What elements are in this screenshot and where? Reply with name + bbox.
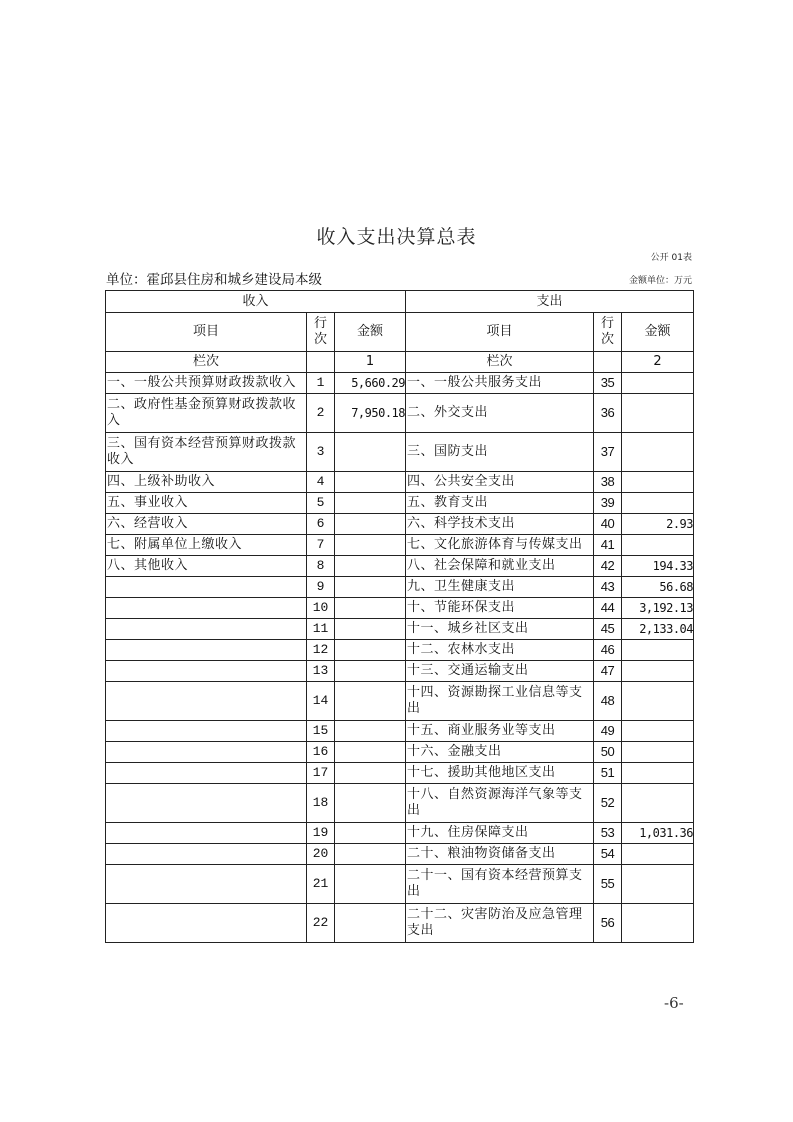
expenditure-index-col: 2 bbox=[622, 352, 694, 373]
expenditure-rowno-cell: 35 bbox=[594, 373, 622, 394]
income-rowno-cell: 9 bbox=[307, 577, 335, 598]
income-amount-cell: 7,950.18 bbox=[335, 394, 406, 433]
expenditure-rowno-cell: 50 bbox=[594, 742, 622, 763]
income-item-cell: 四、上级补助收入 bbox=[106, 472, 307, 493]
document-title: 收入支出决算总表 bbox=[316, 226, 477, 248]
income-amount-cell bbox=[335, 577, 406, 598]
expenditure-section-header: 支出 bbox=[406, 291, 694, 313]
income-index-label: 栏次 bbox=[106, 352, 307, 373]
expenditure-amount-cell bbox=[622, 535, 694, 556]
expenditure-rowno-cell: 49 bbox=[594, 721, 622, 742]
income-section-header: 收入 bbox=[106, 291, 406, 313]
income-rowno-cell: 15 bbox=[307, 721, 335, 742]
expenditure-rowno-cell: 44 bbox=[594, 598, 622, 619]
expenditure-rowno-cell: 37 bbox=[594, 433, 622, 472]
income-rowno-cell: 18 bbox=[307, 784, 335, 823]
page-number: -6- bbox=[664, 994, 684, 1012]
income-rowno-cell: 10 bbox=[307, 598, 335, 619]
expenditure-amount-cell bbox=[622, 784, 694, 823]
income-item-cell bbox=[106, 577, 307, 598]
table-row bbox=[106, 535, 694, 556]
income-rowno-cell: 4 bbox=[307, 472, 335, 493]
income-amount-cell bbox=[335, 742, 406, 763]
expenditure-item-cell: 十、节能环保支出 bbox=[406, 598, 594, 619]
expenditure-amount-cell: 2,133.04 bbox=[622, 619, 694, 640]
expenditure-item-cell: 十九、住房保障支出 bbox=[406, 823, 594, 844]
expenditure-amount-cell bbox=[622, 493, 694, 514]
expenditure-amount-cell bbox=[622, 844, 694, 865]
expenditure-rowno-cell: 43 bbox=[594, 577, 622, 598]
income-amount-cell bbox=[335, 640, 406, 661]
income-item-cell bbox=[106, 640, 307, 661]
expenditure-rowno-cell: 46 bbox=[594, 640, 622, 661]
income-item-cell bbox=[106, 598, 307, 619]
income-rowno-cell: 5 bbox=[307, 493, 335, 514]
expenditure-amount-cell bbox=[622, 394, 694, 433]
income-amount-cell bbox=[335, 535, 406, 556]
expenditure-item-cell: 六、科学技术支出 bbox=[406, 514, 594, 535]
expenditure-amount-cell: 2.93 bbox=[622, 514, 694, 535]
income-amount-header: 金额 bbox=[335, 313, 406, 352]
income-amount-cell bbox=[335, 865, 406, 904]
expenditure-item-cell: 五、教育支出 bbox=[406, 493, 594, 514]
table-row bbox=[106, 865, 694, 904]
expenditure-item-cell: 十二、农林水支出 bbox=[406, 640, 594, 661]
income-item-cell: 六、经营收入 bbox=[106, 514, 307, 535]
expenditure-item-cell: 十四、资源勘探工业信息等支出 bbox=[406, 682, 594, 721]
expenditure-item-cell: 二十一、国有资本经营预算支出 bbox=[406, 865, 594, 904]
expenditure-item-cell: 十一、城乡社区支出 bbox=[406, 619, 594, 640]
income-index-col: 1 bbox=[335, 352, 406, 373]
income-amount-cell bbox=[335, 721, 406, 742]
income-item-cell: 八、其他收入 bbox=[106, 556, 307, 577]
expenditure-rowno-cell: 47 bbox=[594, 661, 622, 682]
expenditure-index-label: 栏次 bbox=[406, 352, 594, 373]
expenditure-amount-cell bbox=[622, 640, 694, 661]
expenditure-amount-cell bbox=[622, 433, 694, 472]
income-item-cell bbox=[106, 721, 307, 742]
table-row bbox=[106, 493, 694, 514]
expenditure-item-cell: 十七、援助其他地区支出 bbox=[406, 763, 594, 784]
expenditure-rowno-cell: 54 bbox=[594, 844, 622, 865]
income-rowno-cell: 12 bbox=[307, 640, 335, 661]
expenditure-amount-cell bbox=[622, 865, 694, 904]
income-rowno-cell: 17 bbox=[307, 763, 335, 784]
income-rowno-cell: 21 bbox=[307, 865, 335, 904]
table-row bbox=[106, 514, 694, 535]
table-row bbox=[106, 682, 694, 721]
table-row bbox=[106, 661, 694, 682]
amount-unit: 金额单位：万元 bbox=[628, 276, 692, 286]
income-rowno-cell: 3 bbox=[307, 433, 335, 472]
income-index-rowno bbox=[307, 352, 335, 373]
column-index-row bbox=[106, 352, 694, 373]
income-amount-cell bbox=[335, 433, 406, 472]
table-row bbox=[106, 577, 694, 598]
expenditure-rowno-cell: 42 bbox=[594, 556, 622, 577]
expenditure-amount-cell: 3,192.13 bbox=[622, 598, 694, 619]
table-row bbox=[106, 721, 694, 742]
table-row bbox=[106, 598, 694, 619]
income-item-cell: 一、一般公共预算财政拨款收入 bbox=[106, 373, 307, 394]
income-rowno-cell: 8 bbox=[307, 556, 335, 577]
income-amount-cell bbox=[335, 556, 406, 577]
expenditure-amount-cell bbox=[622, 742, 694, 763]
income-rowno-cell: 14 bbox=[307, 682, 335, 721]
expenditure-amount-cell: 56.68 bbox=[622, 577, 694, 598]
expenditure-rowno-cell: 51 bbox=[594, 763, 622, 784]
income-rowno-cell: 19 bbox=[307, 823, 335, 844]
table-row bbox=[106, 742, 694, 763]
expenditure-rowno-cell: 38 bbox=[594, 472, 622, 493]
income-amount-cell bbox=[335, 493, 406, 514]
expenditure-amount-cell bbox=[622, 682, 694, 721]
expenditure-amount-cell bbox=[622, 661, 694, 682]
expenditure-rowno-cell: 45 bbox=[594, 619, 622, 640]
income-rowno-cell: 13 bbox=[307, 661, 335, 682]
expenditure-item-cell: 四、公共安全支出 bbox=[406, 472, 594, 493]
income-item-cell bbox=[106, 904, 307, 943]
income-item-cell bbox=[106, 682, 307, 721]
income-rowno-cell: 20 bbox=[307, 844, 335, 865]
table-body bbox=[106, 373, 694, 943]
income-item-cell: 七、附属单位上缴收入 bbox=[106, 535, 307, 556]
income-amount-cell bbox=[335, 514, 406, 535]
expenditure-rowno-cell: 53 bbox=[594, 823, 622, 844]
income-rowno-cell: 11 bbox=[307, 619, 335, 640]
income-item-cell bbox=[106, 784, 307, 823]
expenditure-item-cell: 二十、粮油物资储备支出 bbox=[406, 844, 594, 865]
table-row bbox=[106, 556, 694, 577]
income-rowno-header-text: 行次 bbox=[313, 316, 327, 347]
reporting-unit: 单位：霍邱县住房和城乡建设局本级 bbox=[106, 272, 322, 288]
income-item-cell bbox=[106, 823, 307, 844]
expenditure-amount-cell bbox=[622, 472, 694, 493]
income-expenditure-table bbox=[105, 290, 694, 943]
expenditure-rowno-cell: 55 bbox=[594, 865, 622, 904]
income-rowno-cell: 7 bbox=[307, 535, 335, 556]
income-rowno-header bbox=[307, 313, 335, 352]
expenditure-amount-cell: 194.33 bbox=[622, 556, 694, 577]
income-amount-cell bbox=[335, 844, 406, 865]
expenditure-item-header: 项目 bbox=[406, 313, 594, 352]
table-row bbox=[106, 763, 694, 784]
income-amount-cell bbox=[335, 904, 406, 943]
expenditure-rowno-cell: 52 bbox=[594, 784, 622, 823]
income-rowno-cell: 22 bbox=[307, 904, 335, 943]
income-item-cell: 三、国有资本经营预算财政拨款收入 bbox=[106, 433, 307, 472]
expenditure-item-cell: 一、一般公共服务支出 bbox=[406, 373, 594, 394]
income-amount-cell bbox=[335, 823, 406, 844]
table-row bbox=[106, 844, 694, 865]
form-number: 公开 01表 bbox=[650, 253, 692, 263]
expenditure-item-cell: 三、国防支出 bbox=[406, 433, 594, 472]
expenditure-item-cell: 二十二、灾害防治及应急管理支出 bbox=[406, 904, 594, 943]
expenditure-amount-cell: 1,031.36 bbox=[622, 823, 694, 844]
income-item-header: 项目 bbox=[106, 313, 307, 352]
table-row bbox=[106, 823, 694, 844]
income-amount-cell bbox=[335, 619, 406, 640]
income-item-cell bbox=[106, 844, 307, 865]
table-row bbox=[106, 433, 694, 472]
table-row bbox=[106, 784, 694, 823]
expenditure-item-cell: 八、社会保障和就业支出 bbox=[406, 556, 594, 577]
income-rowno-cell: 1 bbox=[307, 373, 335, 394]
expenditure-item-cell: 九、卫生健康支出 bbox=[406, 577, 594, 598]
table-row bbox=[106, 394, 694, 433]
expenditure-item-cell: 七、文化旅游体育与传媒支出 bbox=[406, 535, 594, 556]
expenditure-rowno-cell: 41 bbox=[594, 535, 622, 556]
income-amount-cell: 5,660.29 bbox=[335, 373, 406, 394]
expenditure-amount-cell bbox=[622, 373, 694, 394]
income-item-cell: 二、政府性基金预算财政拨款收入 bbox=[106, 394, 307, 433]
income-amount-cell bbox=[335, 472, 406, 493]
income-amount-cell bbox=[335, 763, 406, 784]
income-rowno-cell: 6 bbox=[307, 514, 335, 535]
table-row bbox=[106, 904, 694, 943]
expenditure-rowno-cell: 56 bbox=[594, 904, 622, 943]
section-header-row bbox=[106, 291, 694, 313]
income-rowno-cell: 16 bbox=[307, 742, 335, 763]
table-row bbox=[106, 619, 694, 640]
income-amount-cell bbox=[335, 682, 406, 721]
income-rowno-cell: 2 bbox=[307, 394, 335, 433]
income-item-cell bbox=[106, 619, 307, 640]
expenditure-item-cell: 十五、商业服务业等支出 bbox=[406, 721, 594, 742]
expenditure-rowno-header bbox=[594, 313, 622, 352]
income-item-cell: 五、事业收入 bbox=[106, 493, 307, 514]
income-amount-cell bbox=[335, 661, 406, 682]
income-item-cell bbox=[106, 742, 307, 763]
expenditure-amount-header: 金额 bbox=[622, 313, 694, 352]
table-row bbox=[106, 373, 694, 394]
income-item-cell bbox=[106, 661, 307, 682]
expenditure-item-cell: 二、外交支出 bbox=[406, 394, 594, 433]
expenditure-index-rowno bbox=[594, 352, 622, 373]
expenditure-amount-cell bbox=[622, 904, 694, 943]
income-amount-cell bbox=[335, 598, 406, 619]
expenditure-rowno-cell: 36 bbox=[594, 394, 622, 433]
expenditure-rowno-cell: 39 bbox=[594, 493, 622, 514]
income-item-cell bbox=[106, 865, 307, 904]
income-amount-cell bbox=[335, 784, 406, 823]
table-row bbox=[106, 640, 694, 661]
expenditure-item-cell: 十三、交通运输支出 bbox=[406, 661, 594, 682]
expenditure-item-cell: 十六、金融支出 bbox=[406, 742, 594, 763]
income-item-cell bbox=[106, 763, 307, 784]
expenditure-rowno-cell: 48 bbox=[594, 682, 622, 721]
table-row bbox=[106, 472, 694, 493]
expenditure-item-cell: 十八、自然资源海洋气象等支出 bbox=[406, 784, 594, 823]
column-header-row bbox=[106, 313, 694, 352]
expenditure-amount-cell bbox=[622, 763, 694, 784]
expenditure-rowno-cell: 40 bbox=[594, 514, 622, 535]
expenditure-amount-cell bbox=[622, 721, 694, 742]
expenditure-rowno-header-text: 行次 bbox=[600, 316, 614, 347]
